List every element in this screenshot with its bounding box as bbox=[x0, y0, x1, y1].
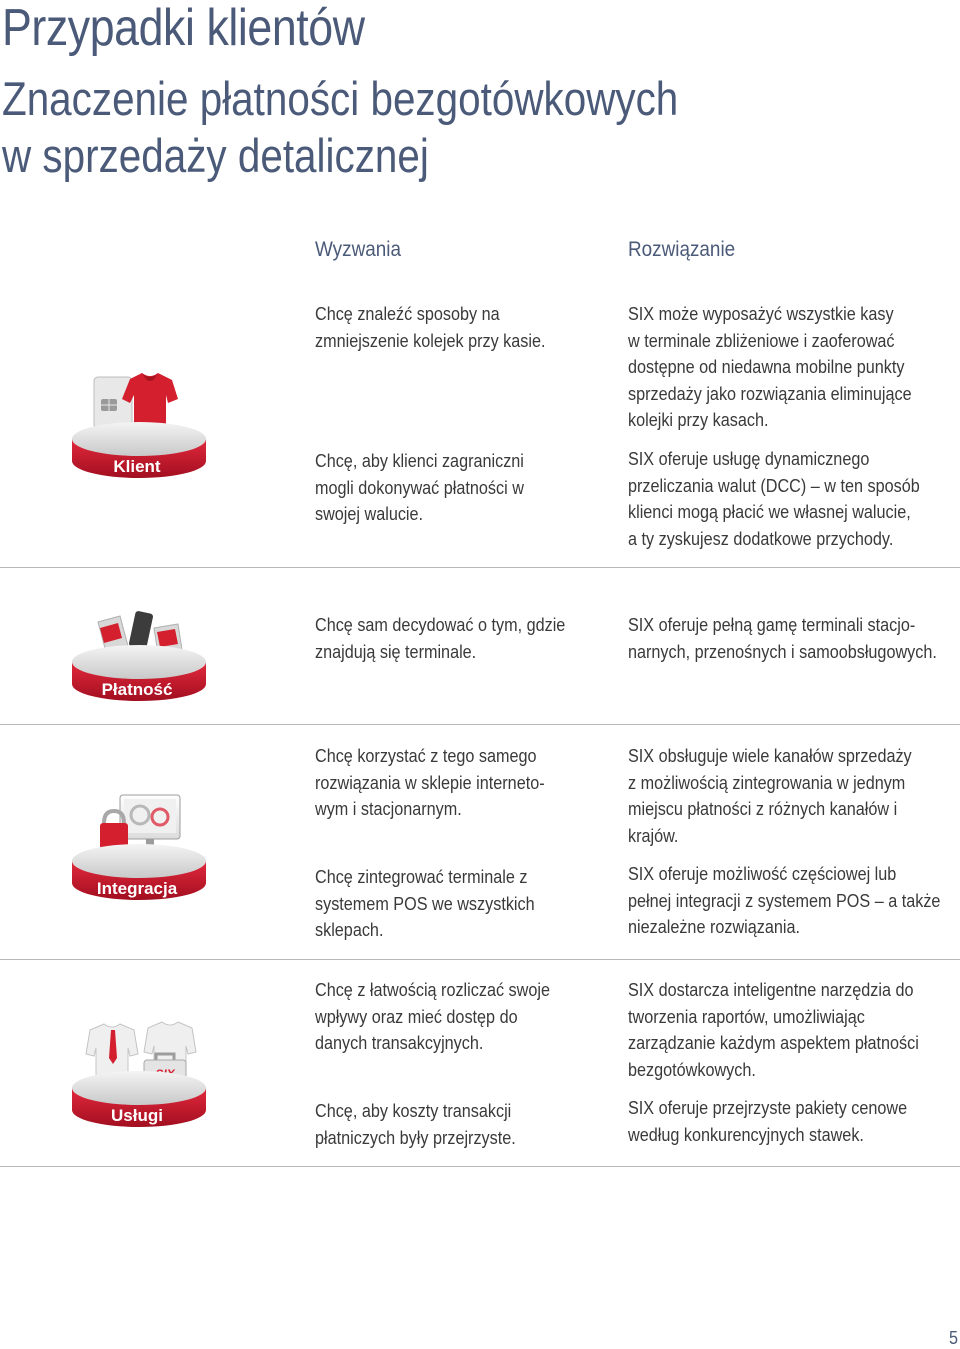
solution-text: SIX oferuje pełną gamę terminali stacjo- narnych, przenośnych i samoobsługowych. bbox=[628, 615, 937, 662]
column-heading-solution: Rozwiązanie bbox=[628, 238, 736, 261]
solution-text: SIX oferuje usługę dynamicznego przeliczania walut (DCC) – w ten sposób klienci mogą płacić we własnej walucie, a ty zyskujesz dodatkowe przychody. bbox=[628, 449, 920, 549]
solution-text: SIX może wyposażyć wszystkie kasy w terminale zbliżeniowe i zaoferować dostępne od niedawna mobilne punkty sprzedaży jako rozwiązania eliminujące kolejki przy kasach. bbox=[628, 304, 912, 431]
challenge-text: Chcę, aby klienci zagraniczni mogli dokonywać płatności w swojej walucie. bbox=[315, 451, 524, 525]
challenge-text: Chcę z łatwością rozliczać swoje wpływy oraz mieć dostęp do danych transakcyjnych. bbox=[315, 980, 550, 1054]
solution-text: SIX oferuje możliwość częściowej lub pełnej integracji z systemem POS – a także niezależne rozwiązania. bbox=[628, 864, 941, 938]
badge-label-uslugi: Usługi bbox=[111, 1106, 163, 1125]
shirt-and-card-icon bbox=[68, 365, 210, 485]
badge-label-platnosc: Płatność bbox=[101, 680, 173, 699]
section-divider bbox=[0, 724, 960, 725]
payment-terminals-icon bbox=[68, 588, 210, 708]
challenge-text: Chcę korzystać z tego samego rozwiązania w sklepie interneto- wym i stacjonarnym. bbox=[315, 746, 545, 820]
subtitle-line-2: w sprzedaży detalicznej bbox=[2, 129, 429, 182]
challenge-text: Chcę, aby koszty transakcji płatniczych były przejrzyste. bbox=[315, 1101, 516, 1148]
subtitle-line-1: Znaczenie płatności bezgotówkowych bbox=[2, 72, 679, 125]
challenge-text: Chcę znaleźć sposoby na zmniejszenie kolejek przy kasie. bbox=[315, 304, 546, 351]
badge-label-klient: Klient bbox=[113, 457, 161, 476]
shirts-and-briefcase-icon bbox=[68, 1014, 210, 1134]
challenge-text: Chcę sam decydować o tym, gdzie znajdują się terminale. bbox=[315, 615, 566, 662]
solution-text: SIX dostarcza inteligentne narzędzia do tworzenia raportów, umożliwiając zarządzanie każdym aspektem płatności bezgotówkowych. bbox=[628, 980, 919, 1080]
monitor-and-lock-icon bbox=[68, 787, 210, 907]
page-subtitle bbox=[2, 70, 678, 184]
column-heading-challenges: Wyzwania bbox=[315, 238, 401, 261]
section-divider bbox=[0, 1166, 960, 1167]
solution-text: SIX obsługuje wiele kanałów sprzedaży z możliwością zintegrowania w jednym miejscu płatności z różnych kanałów i krajów. bbox=[628, 746, 912, 846]
section-divider bbox=[0, 959, 960, 960]
challenge-text: Chcę zintegrować terminale z systemem POS we wszystkich sklepach. bbox=[315, 867, 535, 941]
section-divider bbox=[0, 567, 960, 568]
page-title: Przypadki klientów bbox=[2, 0, 365, 57]
solution-text: SIX oferuje przejrzyste pakiety cenowe według konkurencyjnych stawek. bbox=[628, 1098, 908, 1145]
page-number: 5 bbox=[948, 1328, 958, 1348]
badge-label-integracja: Integracja bbox=[96, 879, 178, 898]
